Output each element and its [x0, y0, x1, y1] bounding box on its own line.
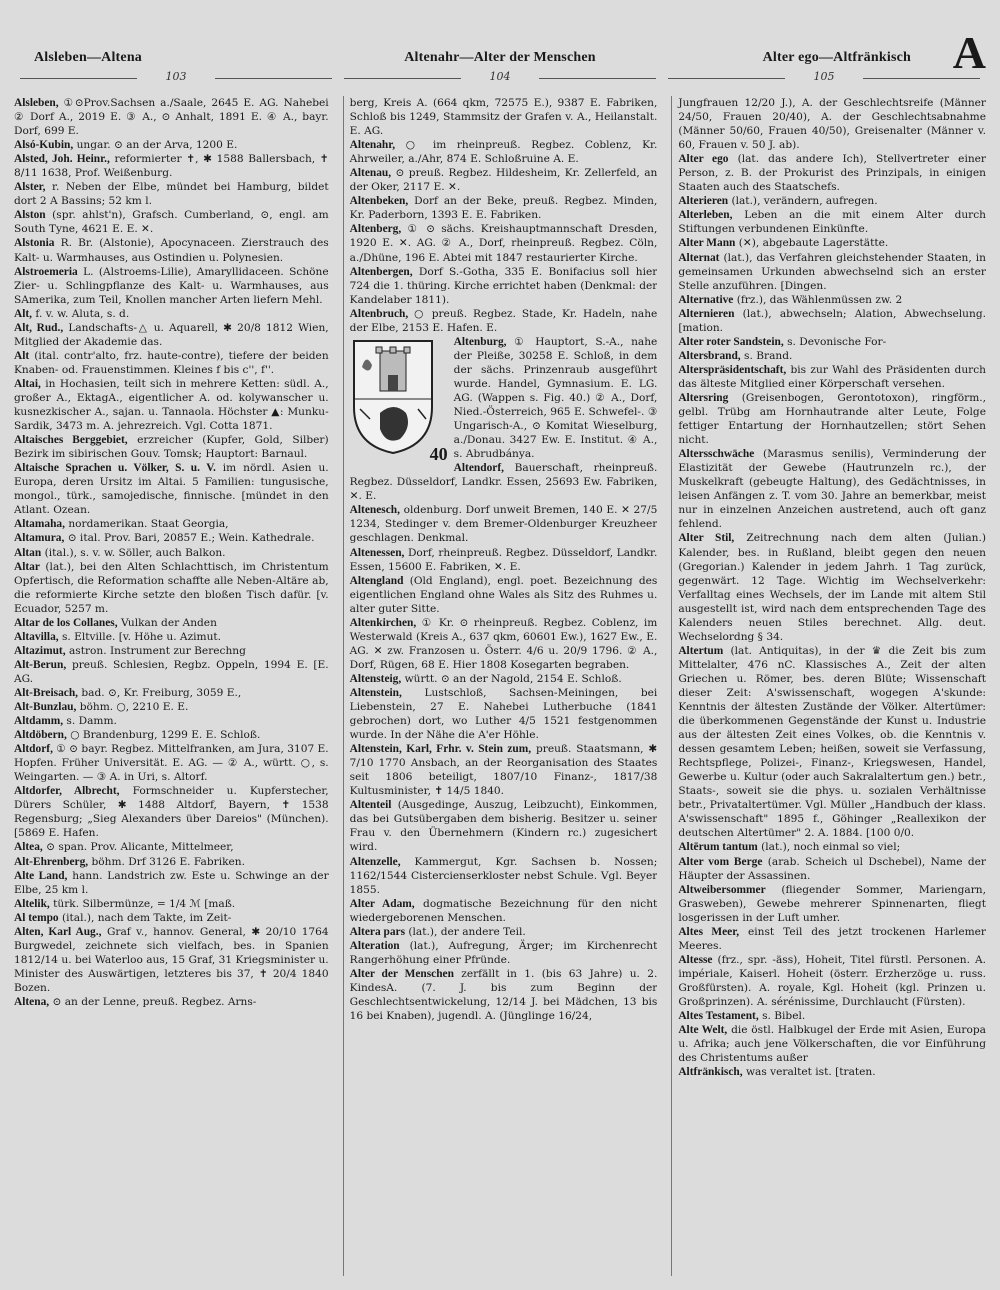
entry-text: oldenburg. Dorf unweit Bremen, 140 E. ✕ 27/5 1234, Stedinger v. dem Bremer-Oldenburger Kreuzheer geschlagen. Denkmal. [349, 504, 658, 545]
dictionary-entry [350, 503, 658, 545]
entry-text: (ital.), nach dem Takte, im Zeit- [61, 911, 232, 924]
entry-text: ungar. ⊙ an der Arva, 1200 E. [76, 139, 238, 152]
entry-text: (spr. ahlst'n), Grafsch. Cumberland, ⊙, engl. am South Tyne, 4621 E. E. ✕. [14, 209, 329, 236]
entry-headword: Alter Mann [678, 237, 736, 250]
entry-text: ⊙ ital. Prov. Bari, 20857 E.; Wein. Kathedrale. [67, 532, 315, 545]
entry-headword: Alsted, Joh. Heinr., [14, 153, 110, 166]
entry-headword: Altenbergen, [349, 265, 413, 278]
page-number-right: 105 [662, 70, 986, 83]
dictionary-entry [14, 742, 329, 784]
entry-headword: Altamura, [14, 532, 65, 545]
entry-text: türk. Silbermünze, = 1/4 ℳ [maß. [53, 897, 236, 910]
dictionary-entry [678, 335, 986, 349]
entry-text: bad. ⊙, Kr. Freiburg, 3059 E., [81, 686, 242, 699]
dictionary-entry [350, 546, 658, 574]
entry-text: dogmatische Bezeichnung für den nicht wiedergeborenen Menschen. [349, 897, 658, 924]
dictionary-entry [350, 574, 658, 616]
entry-text: (Ausgedinge, Auszug, Leibzucht), Einkommen, das bei Gutsübergaben dem bisherig. Besitzer u. seiner Frau v. den Übernehmern (Kindern rc.) zugesichert wird. [349, 799, 658, 854]
dictionary-entry [14, 138, 329, 152]
column-2-upper [350, 96, 658, 335]
dictionary-entry [14, 96, 329, 138]
dictionary-entry [678, 293, 986, 307]
dictionary-entry [350, 925, 658, 939]
dictionary-entry [678, 953, 986, 1009]
entry-headword: Altera pars [349, 925, 406, 938]
dictionary-entry [14, 658, 329, 686]
dictionary-entry [350, 166, 658, 194]
entry-headword: Alteration [349, 939, 400, 952]
entry-text: ① ⊙ sächs. Kreishauptmannschaft Dresden, 1920 E. ✕. AG. ② A., Dorf, rheinpreuß. Regbez. Cöln, a./Dhüne, 196 E. Abtei mit 1847 restaurierter Kirche. [349, 223, 658, 264]
entry-text: s. Brand. [744, 349, 793, 362]
entry-text: L. (Alstroems-Lilie), Amaryllidaceen. Schöne Zier- u. Schlingpflanze des Kalt- u. Warmhauses, aus SAmerika, zum Teil, Knollen mancher Arten liefern Mehl. [14, 265, 329, 306]
entry-text: s. Damm. [66, 715, 117, 728]
entry-text: Zeitrechnung nach dem alten (Julian.) Kalender, bes. in Rußland, bleibt gegen den neuen (Gregorian.) Kalender in jedem Jahrh. 1 Tag zurück, gegenwärt. 12 Tage. Wichtig im Wechselverkehr: Verfalltag eines Wechsels, der im Lande mit altem Stil ausgestellt ist, wird nach dem entsprechenden Tage des Kalenders neuen Stiles berechnet. Allg. deut. Wechselordng § 34. [678, 532, 986, 643]
header-right-title: Alter ego—Altfränkisch [762, 50, 911, 65]
entry-headword: Alt-Bunzlau, [14, 701, 77, 714]
dictionary-entry [350, 461, 658, 503]
dictionary-entry [350, 194, 658, 222]
dictionary-entry [14, 377, 329, 433]
entry-headword: Alt, [14, 307, 33, 320]
entry-text: reformierter ✝, ✱ 1588 Ballersbach, ✝ 8/11 1638, Prof. Weißenburg. [14, 153, 329, 180]
entry-text: (frz.), das Wählenmüssen zw. 2 [736, 293, 903, 306]
dictionary-entry [14, 208, 329, 236]
entry-text: astron. Instrument zur Berechng [68, 644, 246, 657]
entry-headword: Altdorf, [14, 743, 53, 756]
entry-headword: Altertum [678, 644, 724, 657]
entry-headword: Alten, Karl Aug., [14, 925, 102, 938]
entry-text: (lat.), der andere Teil. [408, 925, 526, 938]
text-columns [14, 96, 986, 1276]
dictionary-entry [678, 363, 986, 391]
page-number-left: 103 [14, 70, 338, 83]
entry-text: (lat.), bei den Alten Schlachttisch, im Christentum Opfertisch, die Reformation schaffte alle Neben-Altäre ab, die reformierte Kirche setzte den bloßen Tisch dafür. [v. Ecuador, 5257 m. [14, 560, 329, 615]
entry-text: berg, Kreis A. (664 qkm, 72575 E.), 9387 E. Fabriken, Schloß bis 1249, Stammsitz der Grafen v. A., Heilanstalt. E. AG. [349, 97, 658, 138]
dictionary-entry [678, 349, 986, 363]
entry-headword: Altai, [14, 377, 41, 390]
entry-text: die östl. Halbkugel der Erde mit Asien, Europa u. Afrika; auch jene Völkerschaften, die vor Einführung des Christentums außer [678, 1024, 986, 1065]
entry-headword: Altena, [14, 996, 50, 1008]
dictionary-entry [14, 995, 329, 1009]
entry-headword: Altenkirchen, [349, 616, 417, 629]
entry-text: (frz., spr. -äss), Hoheit, Titel fürstl. Personen. A. impériale, Kaiserl. Hoheit (österr. Erzherzöge u. russ. Großfürsten). A. royale, Kgl. Hoheit (kgl. Prinzen u. Großprinzen). A. sérénissime, Durchlaucht (Fürsten). [678, 953, 986, 1008]
header-middle-title: Altenahr—Alter der Menschen [404, 50, 596, 65]
entry-headword: Alston [14, 209, 46, 222]
entry-text: Dorf, rheinpreuß. Regbez. Düsseldorf, Landkr. Essen, 15600 E. Fabriken, ✕. E. [349, 546, 658, 573]
entry-text: Leben an die mit einem Alter durch Stiftungen verbundenen Einkünfte. [678, 209, 986, 236]
entry-headword: Altweibersommer [678, 883, 766, 896]
dictionary-entry [14, 307, 329, 321]
dictionary-entry [350, 307, 658, 335]
entry-text: ① Kr. ⊙ rheinpreuß. Regbez. Coblenz, im Westerwald (Kreis A., 637 qkm, 60601 Ew.), 1627 Ew., E. AG. ✕ zw. Franzosen u. Österr. 4/6 u. 20/9 1796. ② A., Dorf, Rügen, 68 E. Hier 1808 Kosegarten begraben. [349, 616, 658, 671]
dictionary-entry [14, 531, 329, 545]
dictionary-entry [350, 265, 658, 307]
entry-headword: Altendorf, [453, 462, 504, 475]
dictionary-entry [14, 714, 329, 728]
entry-headword: Alterspräsidentschaft, [678, 363, 787, 376]
dictionary-entry [678, 152, 986, 194]
dictionary-entry [678, 307, 986, 335]
entry-headword: Altenahr, [349, 139, 396, 152]
entry-text: zerfällt in 1. (bis 63 Jahre) u. 2. KindesA. (7. J. bis zum Beginn der Geschlechtsentwickelung, 12/14 J. bei Mädchen, 13 bis 16 bei Knaben), jugendl. A. (Jünglinge 16/24, [349, 967, 658, 1023]
entry-text: Formschneider u. Kupferstecher, Dürers Schüler, ✱ 1488 Altdorf, Bayern, ✝ 1538 Regensburg; „Sieg Alexanders über Dareios" (München). [5869 E. Hafen. [14, 785, 329, 840]
dictionary-entry [350, 672, 658, 686]
column-2 [343, 96, 658, 1276]
dictionary-entry [678, 1023, 986, 1065]
entry-headword: Altar de los Collanes, [14, 616, 118, 629]
header-right [662, 50, 986, 90]
entry-text: R. Br. (Alstonie), Apocynaceen. Zierstrauch des Kalt- u. Warmhauses, aus Ostindien u. Polynesien. [14, 237, 329, 264]
entry-headword: Altaische Sprachen u. Völker, S. u. V. [14, 462, 216, 475]
entry-headword: Altdorfer, Albrecht, [14, 785, 120, 798]
header-left-title: Alsleben—Altena [34, 50, 142, 65]
entry-text: (lat. Antiquitas), in der ♛ die Zeit bis zum Mittelalter, 476 nC. Klassisches A., Zeit der alten Griechen u. Römer, bes. deren Blüte; Wissenschaft dieser Zeit: A'swissenschaft, wogegen A'skunde: Kenntnis der ältesten Zustände der Völker. Altertümer: die überkommenen Gegenstände der Kunst u. Industrie aus der ältesten Zeit eines Volkes, ob. die Kenntnis v. dessen gesamtem Leben; heißen, soweit sie Verfassung, Rechtspflege, Polizei-, Finanz-, Kriegswesen, Handel, Gewerbe u. Kultur (oder auch Sakralaltertum gen.) betr., Staats-, soweit sie die phys. u. sozialen Verhältnisse betr., Privataltertümer. Vgl. Müller „Handbuch der klass. A'swissenschaft" 1895 f., Göhinger „Reallexikon der deutschen Altertümer" 2. A. 1884. [100 0/0. [678, 644, 986, 840]
entry-text: Jungfrauen 12/20 J.), A. der Geschlechtsreife (Männer 24/50, Frauen 20/40), A. der Geschlechtsabnahme (Männer 50/60, Frauen 40/50), Greisenalter (Männer v. 60, Frauen v. 50 J. ab). [678, 97, 986, 152]
entry-headword: Alt, Rud., [14, 321, 64, 334]
entry-headword: Alsleben, [14, 97, 59, 109]
entry-text: Lustschloß, Sachsen-Meiningen, bei Liebenstein, 27 E. Nahebei Lutherbuche (1841 gebrochen) dort, wo Luther 4/5 1521 festgenommen wurde. In der Nähe die A'er Höhle. [349, 686, 658, 742]
entry-headword: Altes Meer, [678, 925, 740, 938]
dictionary-entry [678, 236, 986, 250]
page-number-middle: 104 [338, 70, 662, 83]
dictionary-entry [14, 855, 329, 869]
entry-headword: Altesse [678, 953, 713, 966]
entry-text: (lat.), verändern, aufregen. [731, 195, 878, 208]
entry-headword: Alster, [14, 181, 46, 194]
entry-text: (lat. das andere Ich), Stellvertreter einer Person, z. B. der Prokurist des Prinzipals, in einigen Staaten auch des Staatschefs. [678, 153, 986, 194]
dictionary-entry [14, 433, 329, 461]
dictionary-entry [678, 96, 986, 152]
dictionary-entry [678, 194, 986, 208]
entry-text: ○ Brandenburg, 1299 E. E. Schloß. [70, 729, 261, 742]
dictionary-entry [14, 546, 329, 560]
entry-text: preuß. Staatsmann, ✱ 7/10 1770 Ansbach, an der Reorganisation des Staates seit 1806 beteiligt, 1807/10 Finanz-, 1817/38 Kultusminister, ✝ 14/5 1840. [349, 743, 658, 798]
entry-headword: Altersbrand, [678, 349, 741, 362]
entry-headword: Altenesch, [349, 504, 400, 517]
entry-headword: Altenstein, [349, 686, 402, 699]
entry-headword: Alsó-Kubin, [14, 139, 74, 152]
entry-headword: Altenstein, Karl, Frhr. v. Stein zum, [349, 743, 532, 756]
entry-headword: Alter der Menschen [349, 967, 454, 980]
entry-text: (arab. Scheich ul Dschebel), Name der Häupter der Assassinen. [678, 855, 986, 882]
entry-text: (ital.), s. v. w. Söller, auch Balkon. [44, 546, 226, 559]
entry-headword: Altenau, [349, 167, 392, 180]
entry-headword: Altfränkisch, [678, 1066, 743, 1079]
entry-headword: Alterleben, [678, 209, 733, 222]
entry-headword: Alstonia [14, 237, 55, 250]
header-middle [338, 50, 662, 90]
entry-headword: Altenberg, [349, 223, 402, 236]
column-1 [14, 96, 329, 1276]
entry-headword: Alternat [678, 251, 720, 264]
coat-of-arms-icon [350, 337, 436, 457]
dictionary-entry [350, 616, 658, 672]
dictionary-entry [14, 911, 329, 925]
entry-headword: Altērum tantum [678, 841, 758, 854]
dictionary-entry [350, 686, 658, 742]
entry-text: ○ im rheinpreuß. Regbez. Coblenz, Kr. Ahrweiler, a./Ahr, 874 E. Schloßruine A. E. [349, 139, 658, 166]
entry-text: s. Eltville. [v. Höhe u. Azimut. [62, 630, 222, 643]
entry-text: württ. ⊙ an der Nagold, 2154 E. Schloß. [404, 672, 622, 685]
entry-headword: Alter roter Sandstein, [678, 335, 784, 348]
dictionary-entry [14, 869, 329, 897]
entry-headword: Al tempo [14, 911, 59, 924]
entry-text: (ital. contr'alto, frz. haute-contre), tiefere der beiden Knaben- od. Frauenstimmen. Kleines f bis c'', f''. [14, 349, 329, 376]
entry-text: hann. Landstrich zw. Este u. Schwinge an der Elbe, 25 km l. [14, 869, 329, 896]
entry-headword: Alternative [678, 293, 734, 306]
dictionary-entry [350, 939, 658, 967]
entry-headword: Alt-Ehrenberg, [14, 855, 89, 868]
entry-text: ①⊙Prov.Sachsen a./Saale, 2645 E. AG. Nahebei ② Dorf A., 2019 E. ③ A., ⊙ Anhalt, 1891 E. ④ A., bayr. Dorf, 699 E. [14, 97, 329, 138]
entry-headword: Altavilla, [14, 630, 59, 643]
entry-text: ① Hauptort, S.-A., nahe der Pleiße, 30258 E. Schloß, in dem der sächs. Prinzenraub ausgeführt wurde. Handel, Gymnasium. E. LG. AG. (Wappen s. Fig. 40.) ② A., Dorf, Nied.-Österreich, 965 E. Schwefel-. ③ Ungarisch-A., ⊙ Komitat Wieselburg, a./Donau. 3427 Ew. E. Institut. ④ A., s. Abrudbánya. [453, 335, 658, 461]
dictionary-entry [350, 967, 658, 1023]
entry-text: (Marasmus senilis), Verminderung der Elastizität der Gewebe (Hautrunzeln rc.), der Muskelkraft (gebeugte Haltung), des Gedächtnisses, in leisen Anfängen z. T. vom 30. Jahre an bemerkbar, meist nur in einzelnen Anzeichen austretend, auch oft ganz fehlend. [678, 448, 986, 531]
dictionary-entry [14, 700, 329, 714]
entry-headword: Alt-Breisach, [14, 686, 79, 699]
dictionary-entry [350, 222, 658, 264]
entry-headword: Altar [14, 560, 40, 573]
entry-text: Kammergut, Kgr. Sachsen b. Nossen; 1162/1544 Cistercienserkloster nebst Schule. Vgl. Beyer 1855. [349, 855, 658, 896]
dictionary-entry [678, 1009, 986, 1023]
entry-headword: Altelik, [14, 897, 50, 910]
entry-text: Vulkan der Anden [120, 616, 217, 629]
dictionary-entry [678, 531, 986, 643]
entry-headword: Alterieren [678, 195, 729, 208]
entry-headword: Altenteil [349, 799, 392, 812]
entry-headword: Altenessen, [349, 546, 405, 559]
dictionary-entry [350, 138, 658, 166]
dictionary-entry [678, 251, 986, 293]
entry-text: nordamerikan. Staat Georgia, [68, 518, 229, 531]
dictionary-entry [14, 236, 329, 264]
entry-headword: Altdamm, [14, 715, 64, 728]
dictionary-entry [14, 265, 329, 307]
dictionary-entry [678, 208, 986, 236]
entry-text: was veraltet ist. [traten. [745, 1066, 876, 1079]
dictionary-entry [14, 728, 329, 742]
entry-text: ⊙ preuß. Regbez. Hildesheim, Kr. Zellerfeld, an der Oker, 2117 E. ✕. [349, 167, 658, 194]
dictionary-entry [14, 686, 329, 700]
entry-text: ⊙ span. Prov. Alicante, Mittelmeer, [46, 841, 234, 854]
dictionary-entry [14, 152, 329, 180]
entry-text: s. Bibel. [762, 1010, 806, 1023]
entry-text: Landschafts-△ u. Aquarell, ✱ 20/8 1812 Wien, Mitglied der Akademie das. [14, 321, 329, 348]
entry-headword: Altenburg, [453, 335, 507, 348]
dictionary-entry [14, 321, 329, 349]
entry-text: (lat.), das Verfahren gleichstehender Staaten, in gemeinsamen Urkunden abwechselnd sich an erster Stelle anzuführen. [Dingen. [678, 251, 986, 292]
column-3 [671, 96, 986, 1276]
header-left [14, 50, 338, 90]
dictionary-entry [350, 96, 658, 138]
dictionary-entry [350, 798, 658, 854]
entry-headword: Altea, [14, 841, 43, 854]
entry-text: Graf v., hannov. General, ✱ 20/10 1764 Burgwedel, zeichnete sich vielfach, bes. in Spanien 1812/14 u. bei Waterloo aus, 15 Graf, 31 Kriegsminister u. Minister des Auswärtigen, letzteres bis 37, ✝ 20/4 1840 Bozen. [14, 925, 329, 994]
entry-text: ○ preuß. Regbez. Stade, Kr. Hadeln, nahe der Elbe, 2153 E. Hafen. E. [349, 307, 658, 334]
entry-headword: Altamaha, [14, 518, 65, 531]
entry-headword: Alter Adam, [349, 897, 415, 910]
entry-headword: Alter ego [678, 153, 729, 166]
dictionary-entry [678, 840, 986, 854]
entry-text: preuß. Schlesien, Regbz. Oppeln, 1994 E. [E. AG. [14, 658, 329, 685]
dictionary-entry [14, 840, 329, 854]
figure-number: 40 [429, 443, 448, 464]
entry-text: Dorf an der Beke, preuß. Regbez. Minden, Kr. Paderborn, 1393 E. E. Fabriken. [349, 195, 658, 222]
entry-text: ① ⊙ bayr. Regbez. Mittelfranken, am Jura, 3107 E. Hopfen. Früher Universität. E. AG. — ② A., württ. ○, s. Weingarten. — ③ A. in Uri, s. Altorf. [14, 743, 329, 784]
entry-text: r. Neben der Elbe, mündet bei Hamburg, bildet dort 2 A Bassins; 52 km l. [14, 181, 329, 208]
entry-headword: Altersring [678, 391, 729, 404]
entry-headword: Altersschwäche [678, 448, 755, 461]
dictionary-entry [350, 855, 658, 897]
dictionary-entry [14, 560, 329, 616]
entry-headword: Altenbeken, [349, 195, 409, 208]
entry-headword: Alt [14, 349, 30, 362]
entry-text: im nördl. Asien u. Europa, deren Ursitz im Altai. 5 Familien: tungusische, mongol., türk., samojedische, finnische. [mündet in den Atlant. Ozean. [14, 462, 329, 517]
dictionary-entry [678, 925, 986, 953]
entry-headword: Altenzelle, [349, 855, 401, 868]
dictionary-entry [14, 925, 329, 995]
entry-text: (lat.), Aufregung, Ärger; im Kirchenrecht Rangerhöhung einer Pfründe. [349, 939, 658, 966]
entry-headword: Altdöbern, [14, 729, 67, 742]
dictionary-entry [678, 883, 986, 925]
entry-text: einst Teil des jetzt trockenen Harlemer Meeres. [678, 925, 986, 952]
dictionary-entry [14, 644, 329, 658]
dictionary-entry [14, 349, 329, 377]
entry-text: s. Devonische For- [787, 335, 887, 348]
dictionary-entry [678, 644, 986, 841]
entry-headword: Alter vom Berge [678, 855, 763, 868]
entry-headword: Altan [14, 546, 42, 559]
entry-text: (lat.), noch einmal so viel; [761, 841, 901, 854]
page-header [14, 50, 986, 90]
entry-text: (Greisenbogen, Gerontotoxon), ringförm., gelbl. Trübg am Hornhautrande alter Leute, Folge fettiger Entartung der Hornhautzellen; stört Sehen nicht. [678, 391, 986, 447]
dictionary-entry [678, 447, 986, 531]
entry-text: böhm. Drf 3126 E. Fabriken. [91, 855, 245, 868]
entry-text: Bauerschaft, rheinpreuß. Regbez. Düsseldorf, Landkr. Essen, 25693 Ew. Fabriken, ✕. E. [349, 462, 658, 503]
entry-headword: Altazimut, [14, 644, 66, 657]
entry-headword: Alt-Berun, [14, 658, 67, 671]
dictionary-entry [350, 897, 658, 925]
entry-text: bis zur Wahl des Präsidenten durch das älteste Mitglied einer Körperschaft versehen. [678, 363, 986, 390]
entry-text: böhm. ○, 2210 E. E. [79, 701, 189, 714]
dictionary-entry [14, 784, 329, 840]
entry-headword: Alte Welt, [678, 1024, 728, 1037]
entry-headword: Alte Land, [14, 869, 68, 882]
entry-headword: Alter Stil, [678, 532, 735, 545]
entry-text: (lat.), abwechseln; Alation, Abwechselung. [mation. [678, 307, 986, 334]
dictionary-entry [14, 630, 329, 644]
dictionary-entry [350, 742, 658, 798]
entry-text: (Old England), engl. poet. Bezeichnung des eigentlichen England ohne Wales als Sitz des Ruhmes u. alter guter Sitte. [349, 574, 658, 615]
dictionary-entry [14, 616, 329, 630]
entry-headword: Alternieren [678, 307, 735, 320]
entry-text: erzreicher (Kupfer, Gold, Silber) Bezirk im sibirischen Gouv. Tomsk; Hauptort: Barnaul. [14, 434, 329, 461]
section-letter: A [952, 27, 986, 78]
dictionary-entry [14, 517, 329, 531]
dictionary-entry [14, 461, 329, 517]
entry-text: f. v. w. Aluta, s. d. [35, 307, 130, 320]
entry-headword: Alstroemeria [14, 265, 78, 278]
dictionary-entry [678, 391, 986, 447]
entry-text: Dorf S.-Gotha, 335 E. Bonifacius soll hier 724 die 1. thüring. Kirche errichtet haben (Denkmal: der Kandelaber 1811). [349, 265, 658, 306]
entry-text: (fliegender Sommer, Mariengarn, Grasweben), Gewebe mehrerer Spinnenarten, fliegt losgerissen in der Luft umher. [678, 883, 986, 924]
entry-headword: Altaisches Berggebiet, [14, 434, 128, 447]
entry-text: ⊙ an der Lenne, preuß. Regbez. Arns- [52, 996, 257, 1008]
entry-headword: Altensteig, [349, 672, 402, 685]
entry-text: in Hochasien, teilt sich in mehrere Ketten: südl. A., großer A., EktagA., eigentlicher A. od. kolywanscher u. kusnezkischer A., sajan. u. Tannaola. Höchster ▲: Munku-Sardik, 3473 m. A. jehrezreich. Vgl. Cotta 1871. [14, 377, 329, 433]
dictionary-entry [14, 180, 329, 208]
dictionary-entry [678, 855, 986, 883]
dictionary-entry [14, 897, 329, 911]
entry-text: (✕), abgebaute Lagerstätte. [738, 237, 889, 250]
dictionary-entry [678, 1065, 986, 1079]
entry-headword: Altes Testament, [678, 1010, 759, 1023]
coat-of-arms-figure [350, 337, 448, 465]
entry-headword: Altengland [349, 574, 404, 587]
entry-headword: Altenbruch, [349, 307, 409, 320]
